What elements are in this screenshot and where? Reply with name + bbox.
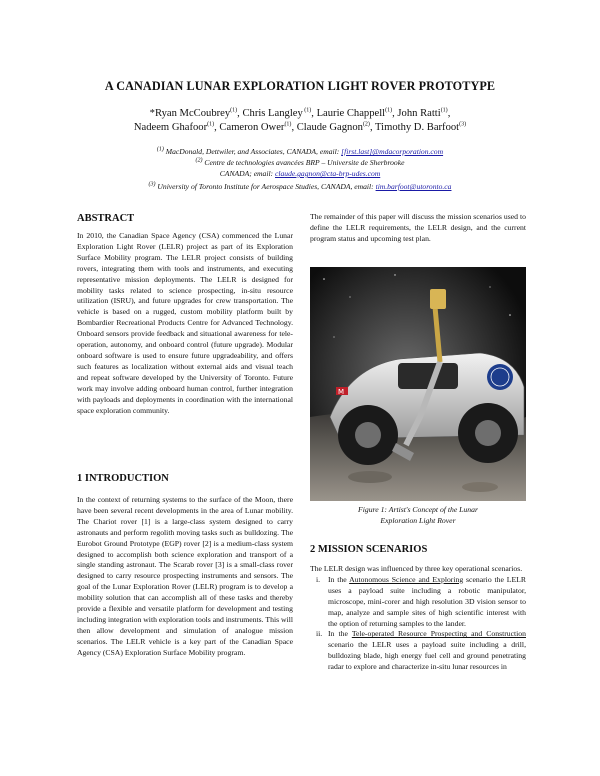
scenario-text: In the [328,574,350,584]
author-name: Cameron Ower [219,122,285,133]
right-intro-paragraph [310,212,526,245]
affiliation-3-marker: (3) [148,181,156,188]
figure-caption-line-2: Exploration Light Rover [380,515,456,525]
affiliation-1-email[interactable]: [first.last]@mdacorporation.com [341,147,444,156]
affiliation-2-email[interactable]: claude.gagnon@cta-brp-udes.com [275,169,381,178]
introduction-body: In the context of returning systems to the surface of the Moon, there have been several recent developments in the area of Lunar mobility. The Chariot rover [1] is a large-class system designed to carry astronauts and perform regolith moving tasks such as bulldozing. The Eurobot Ground Prototype (EGP) rover [2] is a medium-class system designed to accomplish both science exploration and transport of a single standing astronaut. The Scarab rover [3] is a small-class rover designed to carry resource prospecting instruments and sensors. The goal of the Lunar Exploration Rover (LELR) program is to develop a mobility solution that can accomplish all of these tasks and thereby provide a flexible and versatile platform for development and testing including integration with exploration tools and instruments. This will then allow development and simulation of analogue mission scenarios. The LELR vehicle is a key part of the Canadian Space Agency (CSA) Exploration Surface Mobility program. [77,495,293,657]
scenario-description: scenario the LELR uses a payload suite including a robotic manipulator, microscope, mini-corer and high resolution 3D vision sensor to map, analyze and sample sites of high scientific interest with the option of returning samples to the lander. [328,574,527,628]
figure-caption-line-1: Figure 1: Artist's Concept of the Lunar [358,505,478,514]
author-affiliation-marker: (1) [284,121,292,128]
author-line-1: *Ryan McCoubrey$^{(1)}$, Chris Langley $^{(1)}$, Laurie Chappell$^{(1)}$, John Ratti$^{(1)}$, [149,107,451,119]
affiliation-3 [60,181,540,192]
author-name: Laurie Chappell [316,108,386,119]
scenario-name: Autonomous Science and Exploring [349,574,464,584]
affiliation-1-marker: (1) [156,146,164,153]
mission-section [310,543,526,673]
author-affiliation-marker: (1) [440,107,448,114]
author-line-2: Nadeem Ghafoor$^{(1)}$, Cameron Ower$^{(1)}$, Claude Gagnon$^{(2)}$, Timothy D. Barfoot$^{(3)}$ [133,121,467,133]
author-affiliation-marker: (1) [230,107,238,114]
scenario-number: i. [316,574,321,584]
scenario-list [310,575,526,673]
scenario-item [310,575,526,630]
author-name: *Ryan McCoubrey [149,108,231,119]
rover-illustration [310,267,526,501]
author-name: Timothy D. Barfoot [375,122,460,133]
author-affiliation-marker: (1) [385,107,393,114]
introduction-section [77,472,293,659]
affiliation-1-text: MacDonald, Dettwiler, and Associates, CANADA, email: [163,147,342,156]
author-affiliation-marker: (1) [302,107,312,114]
author-name: John Ratti [397,108,441,119]
author-affiliation-marker: (2) [362,121,370,128]
affiliation-2-text-2: CANADA; email: [219,169,275,178]
introduction-heading: 1 INTRODUCTION [77,473,169,484]
rover-decal: M [338,388,345,396]
abstract-heading: ABSTRACT [77,213,135,224]
affiliation-2 [60,157,540,179]
affiliation-3-email[interactable]: tim.barfoot@utoronto.ca [375,182,452,191]
affiliation-1 [60,146,540,157]
paper-title: A CANADIAN LUNAR EXPLORATION LIGHT ROVER PROTOTYPE [104,79,496,93]
author-name: Chris Langley [242,108,303,119]
right-intro-text: The remainder of this paper will discuss the mission scenarios used to define the LELR requirements, the LELR design, and the current program status and upcoming test plan. [310,212,526,243]
abstract-body: In 2010, the Canadian Space Agency (CSA) commenced the Lunar Exploration Light Rover (LELR) project as part of its Exploration Surface Mobility program. The LELR project consists of building rovers, integrating them with tools and instruments, and executing representative mission deployments. The LELR is designed for mobility tasks related to science prospecting, in-situ resource utilization (ISRU), and future upgrades for crew transportation. The vehicle is based on a rugged, custom mobility platform built by Bombardier Recreational Products Centre for Advanced Technology. Onboard sensors provide feedback and situational awareness for tele-operation, autonomy, and onboard control (future upgrade). Modular onboard software is used to ensure future upgradeability, and offers such features as localization without external aids and visual teach and repeat software developed by the University of Toronto. Future work may involve adding onboard human control, further integration with payloads and deployments in coordination with the international space exploration community. [77,231,293,415]
mission-heading: 2 MISSION SCENARIOS [310,544,428,555]
affiliation-2-marker: (2) [195,157,203,164]
mission-intro: The LELR design was influenced by three key operational scenarios. [310,564,523,573]
author-name: Claude Gagnon [296,122,363,133]
affiliation-2-text: Centre de technologies avancées BRP – Universite de Sherbrooke [202,158,405,167]
author-affiliation-marker: (3) [459,121,467,128]
affiliation-3-text: University of Toronto Institute for Aerospace Studies, CANADA, email: [155,182,376,191]
author-name: Nadeem Ghafoor [133,122,208,133]
author-list [60,107,540,135]
scenario-item [310,629,526,673]
rover-figure [310,267,526,501]
scenario-description: scenario the LELR uses a payload suite including a drill, bulldozing blade, high energy fuel cell and ground penetrating radar to explore and characterize in-situ lunar resources in [328,640,526,672]
scenario-number: ii. [316,629,323,639]
abstract-section [77,212,293,416]
author-affiliation-marker: (1) [207,121,215,128]
figure-caption [330,505,506,527]
scenario-text: In the [328,629,352,639]
scenario-name: Tele-operated Resource Prospecting and Construction [351,629,526,639]
